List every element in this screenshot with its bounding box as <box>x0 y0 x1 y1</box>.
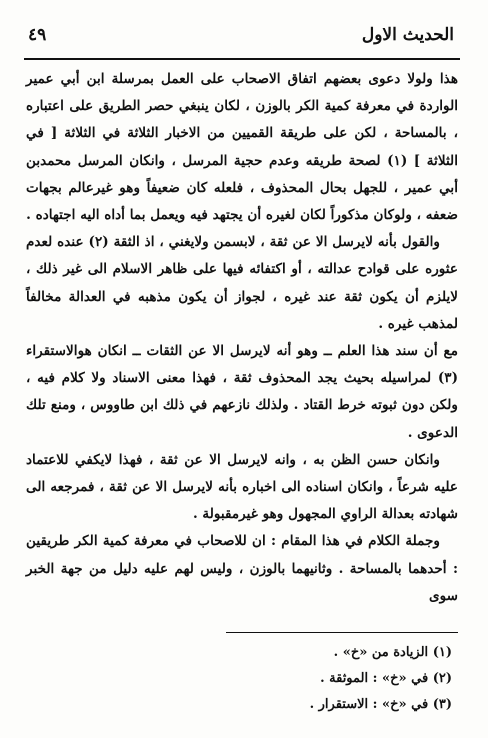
paragraph: وانكان حسن الظن به ، وانه لايرسل الا عن ثقة ، فهذا لايكفي للاعتماد عليه شرعاً ، وانكان اسناده الى اخباره بأنه لايرسل الا عن ثقة ، فمرجعه الى شهادته بعدالة الراوي المجهول وهو غيرمقبولة . <box>26 451 458 523</box>
main-text <box>26 66 458 610</box>
chapter-title: الحديث الاول <box>361 25 454 45</box>
footnote: (٣) في «خ» : الاستقرار . <box>309 697 452 712</box>
running-header <box>28 20 454 50</box>
footnotes <box>180 640 452 718</box>
paragraph: مع أن سند هذا العلم ــ وهو أنه لايرسل الا عن الثقات ــ انكان هوالاستقراء (٣) لمراسيله بحيث يجد المحذوف ثقة ، فهذا معنى الاسناد ولا كلام فيه ، ولكن دون ثبوته خرط القتاد . ولذلك نازعهم في ذلك ابن طاووس ، ومنع تلك الدعوى . <box>26 343 458 441</box>
paragraph: والقول بأنه لايرسل الا عن ثقة ، لابسمن ولايغني ، اذ الثقة (٢) عنده لعدم عثوره على قوادح عدالته ، أو اكتفائه فيها على ظاهر الاسلام الى غير ذلك ، لايلزم أن يكون ثقة عند غيره ، لجواز أن يكون مذهبه في العدالة مخالفاً لمذهب غيره . <box>26 234 458 332</box>
footnote: (١) الزيادة من «خ» . <box>333 645 452 660</box>
header-divider <box>24 58 460 60</box>
paragraph: وجملة الكلام في هذا المقام : ان للاصحاب في معرفة كمية الكر طريقين : أحدهما بالمساحة . وثانيهما بالوزن ، وليس لهم عليه دليل من جهة الخبر سوى <box>26 533 458 604</box>
paragraph: هذا ولولا دعوى بعضهم اتفاق الاصحاب على العمل بمرسلة ابن أبي عمير الواردة في معرفة كمية الكر بالوزن ، لكان ينبغي حصر الطريق على اعتباره ، بالمساحة ، لكن على طريقة القميين من الاخبار الثلاثة في الثلاثة [ في الثلاثة ] (١) لصحة طريقه وعدم حجية المرسل ، وانكان المرسل محمدبن أبي عمير ، للجهل بحال المحذوف ، فلعله كان ضعيفاً وهو غيرعالم بجهات ضعفه ، ولوكان مذكوراً لكان لغيره أن يجتهد فيه ويعمل بما أداه اليه اجتهاده . <box>26 71 458 224</box>
page-number: ٤٩ <box>28 25 47 45</box>
footnote: (٢) في «خ» : الموثقة . <box>320 671 452 686</box>
footnote-divider <box>226 632 458 633</box>
